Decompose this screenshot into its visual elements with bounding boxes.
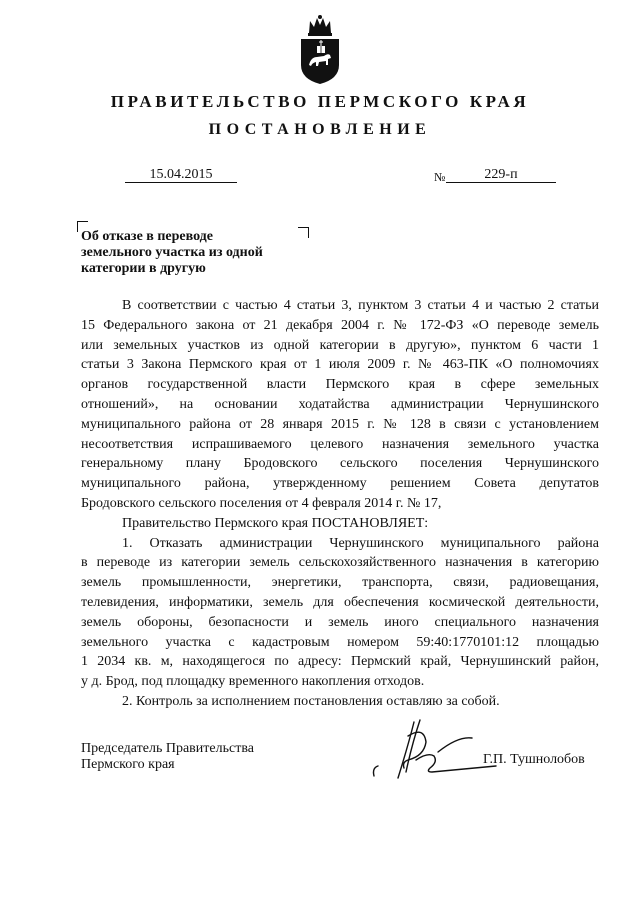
number-underline	[446, 182, 556, 183]
body-line: В соответствии с частью 4 статьи 3, пунктом 3 статьи 4 и частью 2 статьи	[122, 298, 599, 313]
clause-1-line: у д. Брод, под площадку временного накопления отходов.	[81, 674, 425, 690]
number-sign: №	[434, 170, 446, 184]
government-title: ПРАВИТЕЛЬСТВО ПЕРМСКОГО КРАЯ	[110, 92, 530, 111]
document-body	[81, 296, 599, 712]
clause-1-line: земель обороны, безопасности и земель иного специального назначения	[81, 614, 599, 630]
body-line: муниципального района от 28 января 2015 г. № 128 в связи с установлением	[81, 416, 599, 432]
clause-1-line: телевидения, информатики, земель для обеспечения космической деятельности,	[81, 594, 599, 610]
body-line: муниципального района, утвержденному решением Совета депутатов	[81, 476, 599, 492]
body-line: статьи 3 Закона Пермского края от 1 июля 2009 г. № 463-ПК «О полномочиях	[81, 357, 599, 373]
handwritten-signature	[368, 716, 498, 786]
body-line: органов государственной власти Пермского края в сфере земельных	[81, 377, 599, 393]
document-type: ПОСТАНОВЛЕНИЕ	[208, 121, 432, 138]
date-underline	[125, 182, 237, 183]
coat-of-arms-icon	[297, 13, 343, 85]
body-line: или земельных участков из одной категории в другую», пунктом 6 части 1	[81, 337, 599, 353]
clause-2-line: 2. Контроль за исполнением постановления оставляю за собой.	[122, 693, 500, 709]
document-number: 229-п	[484, 167, 518, 182]
document-date: 15.04.2015	[149, 167, 213, 182]
position-line: Председатель Правительства	[81, 741, 254, 756]
body-line: 15 Федерального закона от 21 декабря 2004 г. № 172-ФЗ «О переводе земель	[81, 317, 599, 333]
clause-1-line: земельного участка с кадастровым номером 59:40:1770101:12 площадью	[81, 634, 599, 650]
position-line: Пермского края	[81, 757, 175, 772]
subject-line: Об отказе в переводе	[81, 229, 213, 244]
clause-1-line: в переводе из категории земель сельскохозяйственного назначения в категорию	[81, 555, 599, 571]
clause-1-line: 1. Отказать администрации Чернушинского муниципального района	[122, 535, 599, 551]
signatory-name: Г.П. Тушнолобов	[483, 752, 585, 767]
body-line: Бродовского сельского поселения от 4 февраля 2014 г. № 17,	[81, 495, 442, 511]
clause-1-line: 1 2034 кв. м, находящегося по адресу: Пермский край, Чернушинский район,	[81, 654, 599, 670]
clause-1-line: земель промышленности, энергетики, транспорта, связи, радиовещания,	[81, 575, 599, 591]
signatory-position	[81, 741, 254, 773]
subject-line: земельного участка из одной	[81, 245, 263, 260]
body-line: генеральному плану Бродовского сельского поселения Чернушинского	[81, 456, 599, 472]
decree-statement: Правительство Пермского края ПОСТАНОВЛЯЕТ:	[122, 515, 429, 531]
body-line: отношений», на основании ходатайства администрации Чернушинского	[81, 396, 599, 412]
document-subject	[81, 229, 301, 277]
body-line: несоответствия испрашиваемого целевого назначения земельного участка	[81, 436, 599, 452]
subject-line: категории в другую	[81, 261, 206, 276]
